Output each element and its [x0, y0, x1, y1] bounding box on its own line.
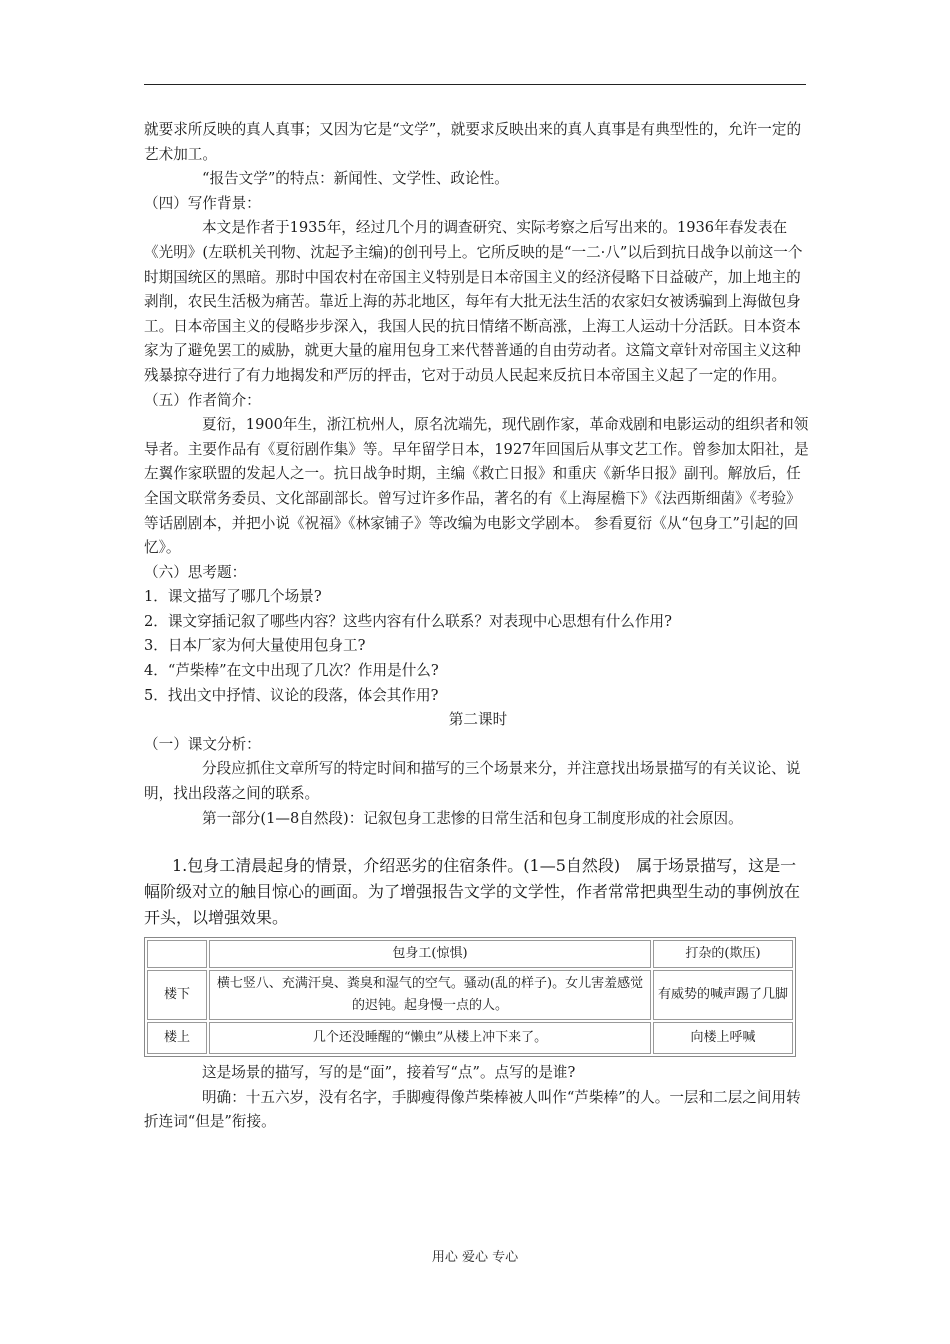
table-cell: 几个还没睡醒的“懒虫”从楼上冲下来了。	[209, 1022, 651, 1054]
paragraph: 夏衍，1900年生，浙江杭州人，原名沈端先，现代剧作家，革命戏剧和电影运动的组织者和领导者。主要作品有《夏衍剧作集》等。早年留学日本，1927年回国后从事文艺工作。曾参加太阳社，是左翼作家联盟的发起人之一。抗日战争时期，主编《救亡日报》和重庆《新华日报》副刊。解放后，任全国文联常务委员、文化部副部长。曾写过许多作品，著名的有《上海屋檐下》《法西斯细菌》《考验》等话剧剧本，并把小说《祝福》《林家铺子》等改编为电影文学剧本。 参看夏衍《从“包身工”引起的回忆》。	[144, 416, 809, 557]
table-cell: 楼上	[147, 1022, 207, 1054]
lesson-title: 第二课时	[448, 711, 508, 729]
table-cell: 楼下	[147, 970, 207, 1020]
table-header-cell: 打杂的(欺压)	[653, 940, 793, 968]
question-item: 4．“芦柴棒”在文中出现了几次？作用是什么?	[144, 662, 439, 680]
header-rule	[144, 84, 806, 85]
section-heading: （四）写作背景：	[144, 194, 261, 212]
table-cell: 横七竖八、充满汗臭、粪臭和湿气的空气。骚动(乱的样子)。女儿害羞感觉的迟钝。起身慢一点的人。	[209, 970, 651, 1020]
paragraph: 第一部分(1—8自然段)：记叙包身工悲惨的日常生活和包身工制度形成的社会原因。	[202, 809, 743, 827]
question-item: 3．日本厂家为何大量使用包身工?	[144, 637, 366, 655]
paragraph: 本文是作者于1935年，经过几个月的调查研究、实际考察之后写出来的。1936年春发表在《光明》(左联机关刊物、沈起予主编)的创刊号上。它所反映的是“一二·八”以后到抗日战争以前这一个时期国统区的黑暗。那时中国农村在帝国主义特别是日本帝国主义的经济侵略下日益破产，加上地主的剥削，农民生活极为痛苦。靠近上海的苏北地区，每年有大批无法生活的农家妇女被诱骗到上海做包身工。日本帝国主义的侵略步步深入，我国人民的抗日情绪不断高涨，上海工人运动十分活跃。日本资本家为了避免罢工的威胁，就更大量的雇用包身工来代替普通的自由劳动者。这篇文章针对帝国主义这种残暴掠夺进行了有力地揭发和严厉的抨击，它对于动员人民起来反抗日本帝国主义起了一定的作用。	[144, 219, 803, 384]
section-heading: （五）作者简介：	[144, 391, 261, 409]
paragraph: 1.包身工清晨起身的情景，介绍恶劣的住宿条件。(1—5自然段) 属于场景描写，这是一幅阶级对立的触目惊心的画面。为了增强报告文学的文学性，作者常常把典型生动的事例放在开头，以增强效果。	[144, 856, 801, 928]
question-item: 5．找出文中抒情、议论的段落，体会其作用?	[144, 686, 439, 704]
paragraph: 明确：十五六岁，没有名字，手脚瘦得像芦柴棒被人叫作“芦柴棒”的人。一层和二层之间用转折连词“但是”衔接。	[144, 1088, 801, 1131]
question-item: 2．课文穿插记叙了哪些内容？这些内容有什么联系？对表现中心思想有什么作用?	[144, 612, 672, 630]
table-header-cell: 包身工(惊惧)	[209, 940, 651, 968]
section-heading: （一）课文分析：	[144, 735, 261, 753]
scene-table	[144, 937, 796, 1057]
question-item: 1．课文描写了哪几个场景?	[144, 588, 322, 606]
paragraph: “报告文学”的特点：新闻性、文学性、政论性。	[202, 170, 509, 188]
table-header-row	[147, 940, 793, 968]
spacer	[144, 831, 812, 853]
paragraph: 分段应抓住文章所写的特定时间和描写的三个场景来分，并注意找出场景描写的有关议论、说明，找出段落之间的联系。	[144, 760, 801, 803]
paragraph: 这是场景的描写，写的是“面”，接着写“点”。点写的是谁?	[202, 1064, 576, 1082]
document-body	[144, 118, 812, 1135]
paragraph: 就要求所反映的真人真事；又因为它是“文学”，就要求反映出来的真人真事是有典型性的，允许一定的艺术加工。	[144, 121, 802, 163]
table-row	[147, 970, 793, 1020]
table-header-cell	[147, 940, 207, 968]
table-row	[147, 1022, 793, 1054]
section-heading: （六）思考题：	[144, 563, 247, 581]
table-cell: 有威势的喊声踢了几脚	[653, 970, 793, 1020]
page-footer: 用心 爱心 专心	[431, 1250, 519, 1265]
table-cell: 向楼上呼喊	[653, 1022, 793, 1054]
